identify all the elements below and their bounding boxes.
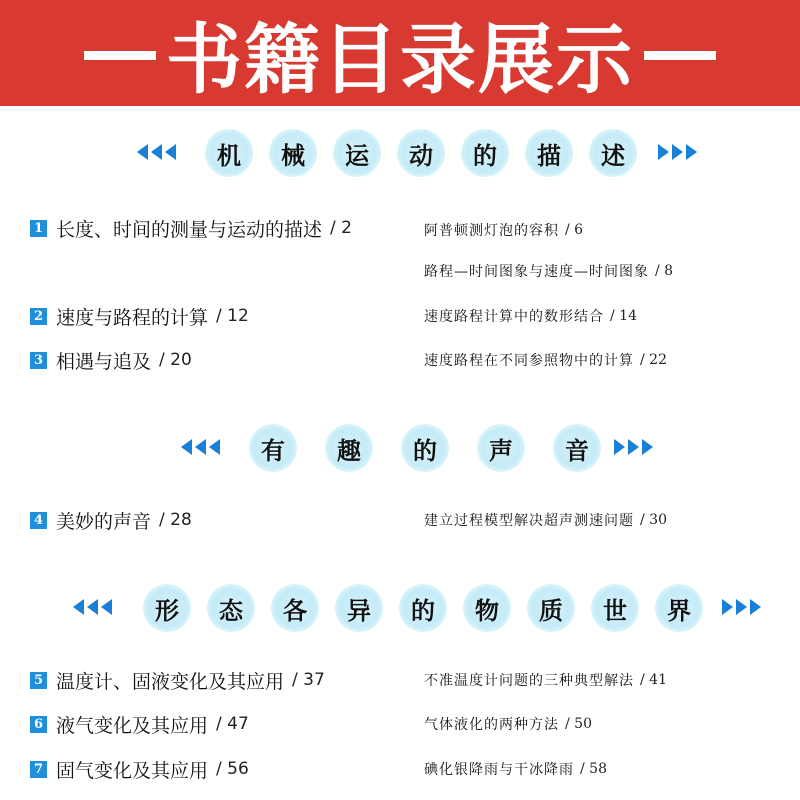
subentry-title: 阿普顿测灯泡的容积 <box>424 223 559 239</box>
toc-subentry[interactable] <box>424 668 667 692</box>
toc-entry[interactable] <box>30 506 192 534</box>
heading-char: 的 <box>399 584 447 632</box>
heading-char: 的 <box>401 424 449 472</box>
page-number: / 22 <box>640 352 667 368</box>
subentry-title: 建立过程模型解决超声测速问题 <box>424 513 634 529</box>
page-number: / 14 <box>610 308 637 324</box>
chapter-title: 美妙的声音 <box>56 510 152 533</box>
toc-subentry[interactable] <box>424 348 667 372</box>
chapter-number-badge: 3 <box>30 352 47 369</box>
left-arrows-icon <box>73 599 112 615</box>
page-number: / 30 <box>640 512 667 528</box>
chapter-title: 液气变化及其应用 <box>56 714 209 737</box>
chapter-title: 速度与路程的计算 <box>56 306 209 329</box>
page-number: / 6 <box>565 222 584 238</box>
page-number: / 8 <box>655 263 674 279</box>
section-heading-mechanical-motion <box>0 124 800 184</box>
toc-subentry[interactable] <box>424 757 607 781</box>
heading-char: 描 <box>525 129 573 177</box>
toc-subentry[interactable] <box>424 508 667 532</box>
heading-char: 界 <box>655 584 703 632</box>
chapter-title: 长度、时间的测量与运动的描述 <box>56 218 323 241</box>
page-number: / 20 <box>159 350 192 370</box>
chapter-number-badge: 2 <box>30 308 47 325</box>
subentry-title: 速度路程在不同参照物中的计算 <box>424 353 634 369</box>
heading-char: 运 <box>333 129 381 177</box>
subentry-title: 气体液化的两种方法 <box>424 717 559 733</box>
heading-char: 世 <box>591 584 639 632</box>
page-number: / 12 <box>216 306 249 326</box>
toc-entry[interactable] <box>30 346 192 374</box>
heading-char: 质 <box>527 584 575 632</box>
toc-entry[interactable] <box>30 755 249 783</box>
heading-char: 形 <box>143 584 191 632</box>
page-number: / 50 <box>565 716 592 732</box>
subentry-title: 速度路程计算中的数形结合 <box>424 309 604 325</box>
heading-char: 的 <box>461 129 509 177</box>
toc-entry[interactable] <box>30 214 352 242</box>
chapter-number-badge: 4 <box>30 512 47 529</box>
banner-title-row <box>0 0 800 106</box>
section-heading-states-of-matter <box>0 579 800 639</box>
subentry-title: 碘化银降雨与干冰降雨 <box>424 762 574 778</box>
heading-char: 机 <box>205 129 253 177</box>
heading-char: 有 <box>249 424 297 472</box>
toc-subentry[interactable] <box>424 218 583 242</box>
right-arrows-icon <box>614 439 653 455</box>
right-arrows-icon <box>722 599 761 615</box>
chapter-number-badge: 1 <box>30 220 47 237</box>
heading-char: 各 <box>271 584 319 632</box>
right-dash <box>644 51 716 60</box>
section-heading-interesting-sound <box>0 419 800 479</box>
chapter-number-badge: 5 <box>30 672 47 689</box>
page-number: / 58 <box>580 761 607 777</box>
banner-title: 书籍目录展示 <box>166 14 634 104</box>
subentry-title: 路程—时间图象与速度—时间图象 <box>424 264 649 280</box>
toc-subentry[interactable] <box>424 259 673 283</box>
heading-char: 异 <box>335 584 383 632</box>
heading-char: 趣 <box>325 424 373 472</box>
toc-entry[interactable] <box>30 302 249 330</box>
heading-char: 械 <box>269 129 317 177</box>
page-number: / 37 <box>292 670 325 690</box>
heading-char: 音 <box>553 424 601 472</box>
toc-entry[interactable] <box>30 666 325 694</box>
toc-subentry[interactable] <box>424 712 592 736</box>
chapter-title: 相遇与追及 <box>56 350 152 373</box>
page-number: / 47 <box>216 714 249 734</box>
heading-char: 述 <box>589 129 637 177</box>
left-arrows-icon <box>137 144 176 160</box>
left-dash <box>84 51 156 60</box>
chapter-number-badge: 7 <box>30 761 47 778</box>
chapter-title: 固气变化及其应用 <box>56 759 209 782</box>
title-banner <box>0 0 800 106</box>
heading-char: 物 <box>463 584 511 632</box>
heading-char: 动 <box>397 129 445 177</box>
chapter-title: 温度计、固液变化及其应用 <box>56 670 285 693</box>
page-number: / 2 <box>330 218 352 238</box>
chapter-number-badge: 6 <box>30 716 47 733</box>
heading-char: 态 <box>207 584 255 632</box>
page-number: / 41 <box>640 672 667 688</box>
left-arrows-icon <box>181 439 220 455</box>
subentry-title: 不准温度计问题的三种典型解法 <box>424 673 634 689</box>
toc-entry[interactable] <box>30 710 249 738</box>
page-number: / 56 <box>216 759 249 779</box>
page-number: / 28 <box>159 510 192 530</box>
toc-subentry[interactable] <box>424 304 637 328</box>
heading-char: 声 <box>477 424 525 472</box>
right-arrows-icon <box>658 144 697 160</box>
